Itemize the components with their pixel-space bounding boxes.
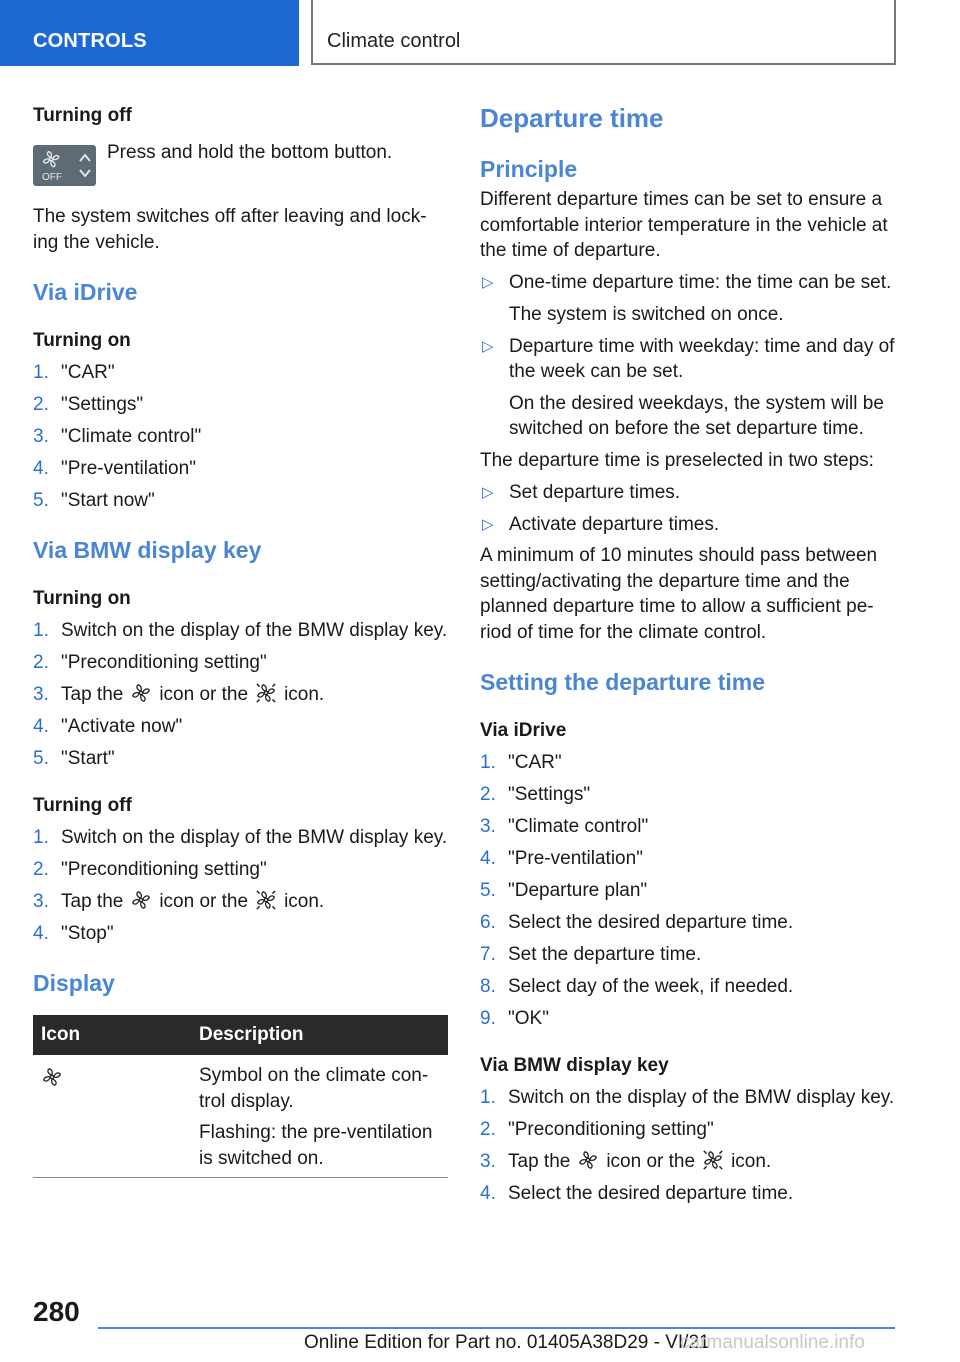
list-item: 3. "Climate control" [33, 425, 202, 447]
setting-heading: Setting the departure time [480, 669, 765, 695]
off-button-row [33, 142, 448, 189]
list-item: ▷ Departure time with weekday: time and day of the week can be set. [482, 335, 895, 382]
description-cell: Flashing: the pre-ventilation is switched on. [199, 1122, 433, 1169]
section-label: Climate control [327, 30, 461, 52]
list-item: ▷ Activate departure times. [482, 513, 720, 535]
departure-time-title: Departure time [480, 103, 664, 133]
turning-off-title: Turning off [33, 105, 132, 126]
via-idrive-heading: Via iDrive [33, 279, 138, 305]
display-heading: Display [33, 970, 115, 996]
list-item: 2. "Preconditioning setting" [480, 1118, 714, 1140]
list-item: 1. Switch on the display of the BMW display key. [480, 1086, 895, 1108]
fan-off-button-icon [33, 145, 96, 186]
setting-key-steps [480, 1085, 895, 1207]
list-item: 3. Tap the icon or the icon. [33, 683, 325, 705]
setting-idrive-steps [480, 750, 895, 1032]
key-on-steps [33, 618, 448, 772]
turning-on-title: Turning on [33, 330, 131, 351]
list-item: 6. Select the desired departure time. [480, 911, 794, 933]
fan-icon [130, 889, 152, 911]
principle-para: Different departure times can be set to ensure a comfortable interior temperature in the vehicle at the time of departure. [480, 189, 888, 261]
list-item: 5. "Departure plan" [480, 879, 648, 901]
switch-off-para: The system switches off after leaving and lock-ing the vehicle. [33, 206, 427, 253]
fan-active-icon [255, 682, 277, 704]
fan-active-icon [255, 889, 277, 911]
off-label: OFF [42, 172, 62, 183]
display-table [33, 1015, 448, 1178]
list-item: 3. Tap the icon or the icon. [33, 890, 325, 912]
list-item: 9. "OK" [480, 1007, 549, 1029]
key-turning-off-title: Turning off [33, 795, 132, 816]
fan-active-icon [702, 1149, 724, 1171]
fan-icon [577, 1149, 599, 1171]
key-off-steps [33, 825, 448, 947]
list-subtext: The system is switched on once. [509, 303, 784, 325]
via-key-heading: Via BMW display key [33, 537, 262, 563]
list-item: 5. "Start" [33, 747, 115, 769]
list-item: 2. "Settings" [480, 783, 591, 805]
list-item: 2. "Settings" [33, 393, 144, 415]
fan-icon [41, 1066, 63, 1088]
list-item: 4. "Pre-ventilation" [480, 847, 643, 869]
list-item: ▷ Set departure times. [482, 481, 681, 503]
idrive-steps [33, 360, 448, 514]
key-turning-on-title: Turning on [33, 588, 131, 609]
col-description-header: Description [199, 1024, 304, 1045]
list-item: 1. "CAR" [480, 751, 562, 773]
list-item: 1. Switch on the display of the BMW display key. [33, 826, 448, 848]
list-item: 4. "Pre-ventilation" [33, 457, 196, 479]
list-item: ▷ One-time departure time: the time can be set. [482, 272, 892, 293]
list-item: 2. "Preconditioning setting" [33, 651, 267, 673]
list-item: 1. Switch on the display of the BMW display key. [33, 619, 448, 641]
chapter-label: CONTROLS [33, 30, 147, 52]
list-subtext: On the desired weekdays, the system will be switched on before the set departure time. [509, 392, 884, 439]
list-item: 4. "Stop" [33, 922, 114, 944]
two-steps-para: The departure time is preselected in two steps: [480, 449, 874, 471]
list-item: 8. Select day of the week, if needed. [480, 975, 794, 997]
table-header [33, 1015, 448, 1055]
col-icon-header: Icon [41, 1024, 81, 1045]
list-item: 1. "CAR" [33, 361, 115, 383]
description-cell: Symbol on the climate con-trol display. [199, 1065, 429, 1112]
list-item: 3. "Climate control" [480, 815, 649, 837]
press-hold-text: Press and hold the bottom button. [107, 142, 393, 163]
watermark: carmanualsonline.info [680, 1332, 865, 1353]
list-item: 3. Tap the icon or the icon. [480, 1150, 772, 1172]
right-column [480, 100, 895, 1206]
list-item: 7. Set the departure time. [480, 943, 702, 965]
list-item: 5. "Start now" [33, 489, 155, 511]
setting-key-title: Via BMW display key [480, 1055, 669, 1076]
chapter-tab [0, 0, 299, 66]
page-number: 280 [33, 1296, 80, 1327]
fan-icon [130, 682, 152, 704]
edition-text: Online Edition for Part no. 01405A38D29 - VI/21 [304, 1332, 710, 1353]
section-tab [311, 0, 896, 65]
list-item: 4. Select the desired departure time. [480, 1182, 794, 1204]
minimum-time-para: A minimum of 10 minutes should pass between setting/activating the departure time and the planned departure time to allow a sufficient pe-riod of time for the climate control. [480, 545, 878, 643]
footer-divider [98, 1327, 895, 1329]
principle-heading: Principle [480, 156, 578, 182]
table-row [33, 1055, 448, 1178]
setting-idrive-title: Via iDrive [480, 720, 567, 741]
list-item: 4. "Activate now" [33, 715, 183, 737]
list-item: 2. "Preconditioning setting" [33, 858, 267, 880]
left-column [33, 100, 448, 1178]
